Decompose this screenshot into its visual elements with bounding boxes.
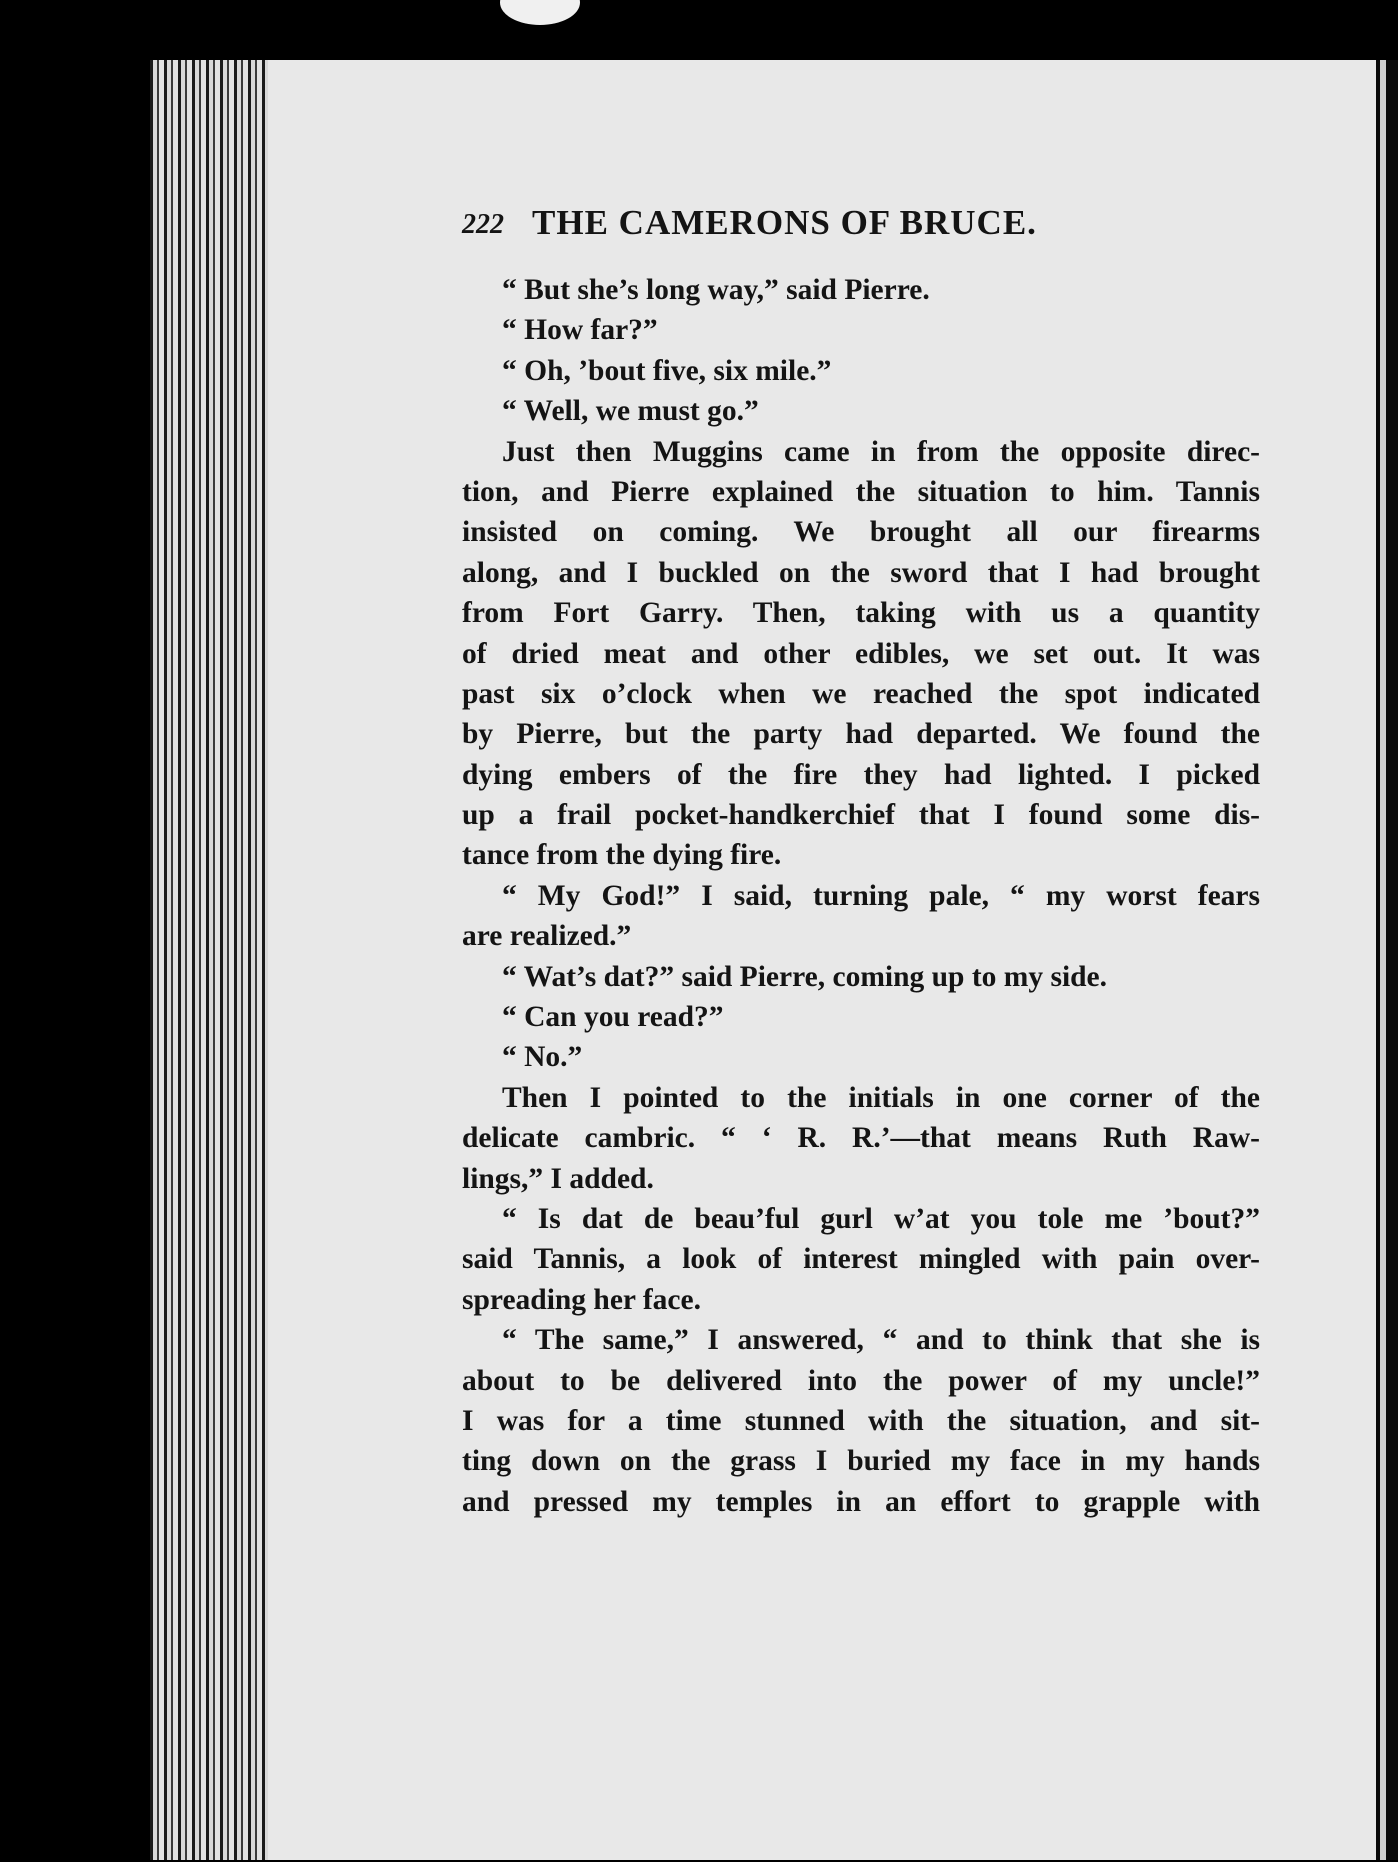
text-line: insisted on coming. We brought all our firearms [462,516,1260,549]
text-line: are realized.” [462,920,632,953]
text-line: along, and I buckled on the sword that I had brought [462,556,1260,589]
text-line: and pressed my temples in an effort to grapple with [462,1485,1260,1518]
page-number: 222 [462,209,504,240]
text-line: “ Oh, ’bout five, six mile.” [502,354,832,387]
page-header [462,203,1130,253]
text-line: dying embers of the fire they had lighted. I picked [462,758,1260,791]
body-text [462,270,1260,1522]
text-line: “ The same,” I answered, “ and to think that she is [502,1324,1260,1357]
text-line: past six o’clock when we reached the spot indicated [462,677,1260,710]
text-line: Then I pointed to the initials in one corner of the [502,1081,1260,1114]
text-line: “ No.” [502,1041,583,1074]
text-line: up a frail pocket-handkerchief that I found some dis- [462,799,1260,832]
next-page-edge [1380,60,1386,1860]
text-line: ting down on the grass I buried my face in my hands [462,1445,1260,1478]
text-line: “ How far?” [502,314,658,347]
text-line: about to be delivered into the power of my uncle!” [462,1364,1260,1397]
text-line: Just then Muggins came in from the opposite direc- [502,435,1260,468]
text-line: “ Can you read?” [502,1001,724,1034]
text-line: spreading her face. [462,1283,701,1316]
text-line: lings,” I added. [462,1162,654,1195]
text-line: from Fort Garry. Then, taking with us a quantity [462,597,1260,630]
book-page-edges [150,60,270,1860]
text-line: “ But she’s long way,” said Pierre. [502,274,930,306]
text-line: I was for a time stunned with the situation, and sit- [462,1404,1260,1437]
text-line: said Tannis, a look of interest mingled with pain over- [462,1243,1260,1276]
text-line: “ My God!” I said, turning pale, “ my worst fears [502,879,1260,912]
running-head: THE CAMERONS OF BRUCE. [532,203,1037,242]
text-line: delicate cambric. “ ‘ R. R.’—that means Ruth Raw- [462,1122,1260,1155]
text-line: “ Is dat de beau’ful gurl w’at you tole me ’bout?” [502,1202,1260,1235]
text-line: tance from the dying fire. [462,839,782,872]
text-line: “ Well, we must go.” [502,395,759,428]
scan-artifact [500,0,580,25]
text-line: “ Wat’s dat?” said Pierre, coming up to my side. [502,960,1108,993]
text-line: tion, and Pierre explained the situation to him. Tannis [462,475,1260,508]
text-line: of dried meat and other edibles, we set out. It was [462,637,1260,670]
text-line: by Pierre, but the party had departed. We found the [462,718,1260,751]
